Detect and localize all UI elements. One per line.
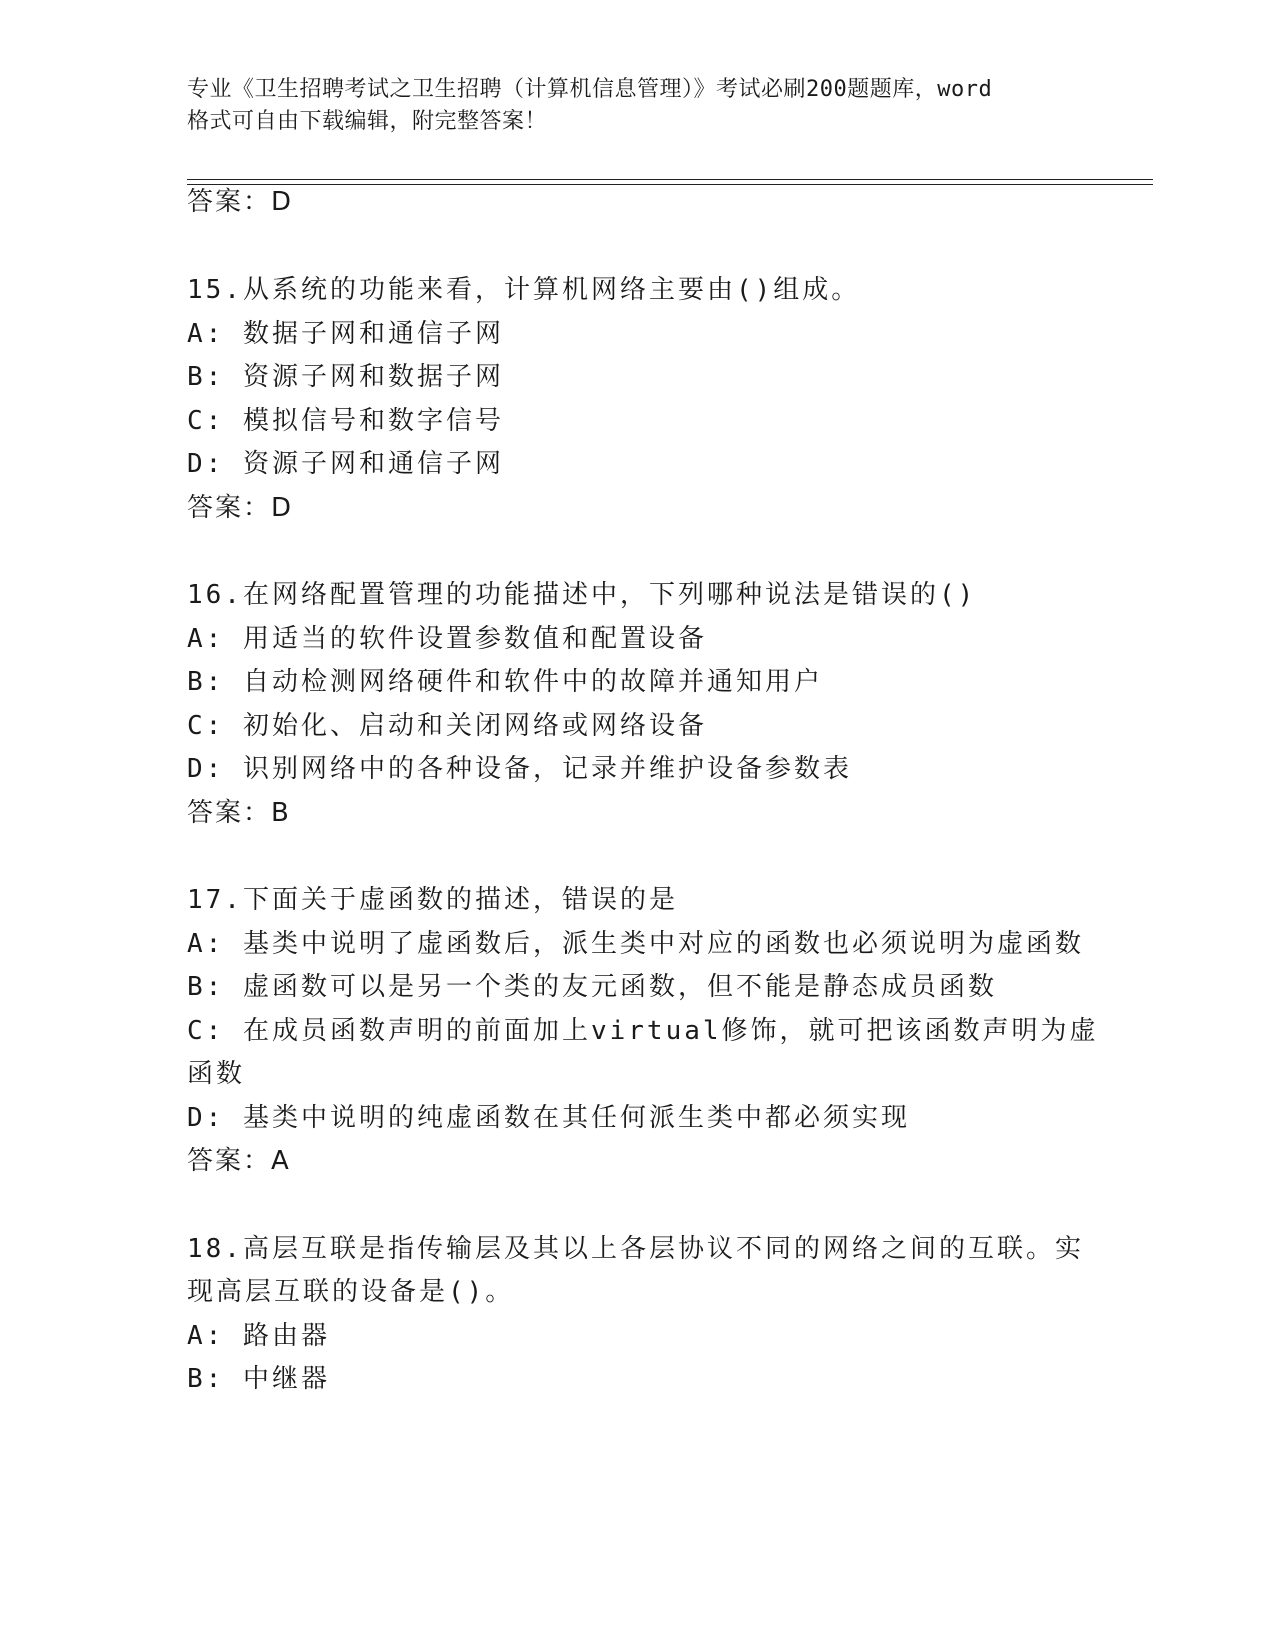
question-18-stem-continued: 现高层互联的设备是()。 [187,1277,515,1307]
question-17-option-a: A: 基类中说明了虚函数后，派生类中对应的函数也必须说明为虚函数 [187,929,1084,959]
question-17-stem: 17.下面关于虚函数的描述，错误的是 [187,885,678,915]
question-16-option-b: B: 自动检测网络硬件和软件中的故障并通知用户 [187,667,823,697]
question-15-option-a: A: 数据子网和通信子网 [187,319,504,349]
question-17-option-c-continued: 函数 [187,1059,246,1089]
question-17-option-b: B: 虚函数可以是另一个类的友元函数，但不能是静态成员函数 [187,972,997,1002]
question-15-option-d: D: 资源子网和通信子网 [187,449,504,479]
question-15-stem: 15.从系统的功能来看，计算机网络主要由()组成。 [187,275,861,305]
answer-15: 答案：D [187,493,294,523]
question-18-stem: 18.高层互联是指传输层及其以上各层协议不同的网络之间的互联。实 [187,1234,1084,1264]
question-15-option-b: B: 资源子网和数据子网 [187,362,504,392]
question-16-option-d: D: 识别网络中的各种设备，记录并维护设备参数表 [187,754,852,784]
header-divider-top [187,179,1153,180]
answer-16: 答案：B [187,798,291,828]
question-17-option-c: C: 在成员函数声明的前面加上virtual修饰，就可把该函数声明为虚 [187,1016,1099,1046]
question-18-option-b: B: 中继器 [187,1364,330,1394]
header-line-1: 专业《卫生招聘考试之卫生招聘（计算机信息管理）》考试必刷200题题库，word [187,77,993,102]
header-line-2: 格式可自由下载编辑，附完整答案！ [187,109,548,134]
question-15-option-c: C: 模拟信号和数字信号 [187,406,504,436]
question-18-option-a: A: 路由器 [187,1321,330,1351]
question-17-option-d: D: 基类中说明的纯虚函数在其任何派生类中都必须实现 [187,1103,910,1133]
answer-14: 答案：D [187,187,294,217]
header-divider-bottom [187,184,1153,185]
question-16-option-c: C: 初始化、启动和关闭网络或网络设备 [187,711,707,741]
question-16-stem: 16.在网络配置管理的功能描述中，下列哪种说法是错误的() [187,580,977,610]
answer-17: 答案：A [187,1146,291,1176]
document-header [187,74,1087,138]
question-16-option-a: A: 用适当的软件设置参数值和配置设备 [187,624,707,654]
